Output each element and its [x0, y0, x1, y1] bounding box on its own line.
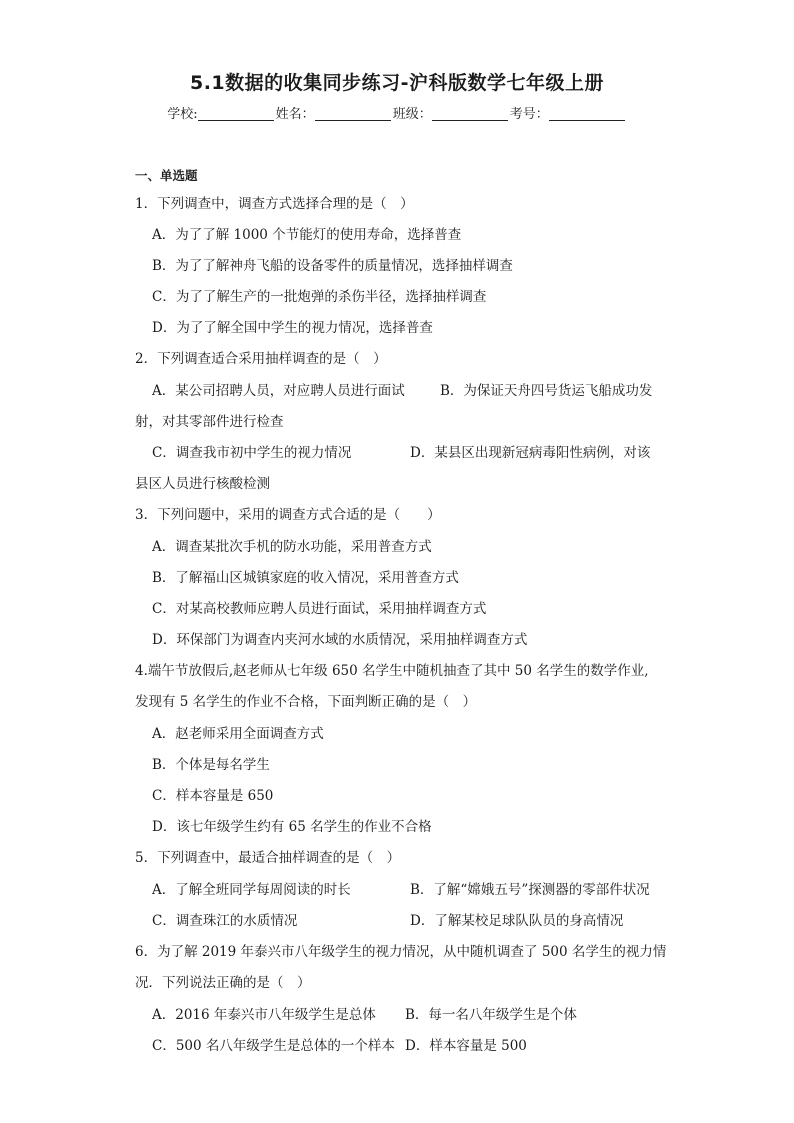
question-5-option-b: B．了解“嫦娥五号”探测器的零部件状况 [410, 882, 650, 898]
question-2-option-d-line1: D．某县区出现新冠病毒阳性病例，对该 [410, 445, 651, 461]
question-4-option-d: D．该七年级学生约有 65 名学生的作业不合格 [152, 819, 432, 835]
question-1-option-b: B．为了了解神舟飞船的设备零件的质量情况，选择抽样调查 [152, 258, 513, 274]
question-4-option-a: A．赵老师采用全面调查方式 [152, 726, 324, 742]
question-6-option-d: D．样本容量是 500 [405, 1038, 527, 1054]
question-1-stem: 1．下列调查中，调查方式选择合理的是（ ） [135, 196, 414, 212]
question-6-stem-line2: 况．下列说法正确的是（ ） [135, 975, 311, 991]
question-5-option-d: D．了解某校足球队队员的身高情况 [410, 913, 624, 929]
student-info-line [0, 103, 794, 122]
exam-no-blank[interactable] [549, 107, 625, 121]
question-3-option-b: B．了解福山区城镇家庭的收入情况，采用普查方式 [152, 570, 459, 586]
question-6-stem-line1: 6．为了解 2019 年泰兴市八年级学生的视力情况，从中随机调查了 500 名学生的视力情 [135, 944, 667, 960]
question-5-option-c: C．调查珠江的水质情况 [152, 913, 298, 929]
question-1-option-d: D．为了了解全国中学生的视力情况，选择普查 [152, 320, 433, 336]
page-title: 5.1数据的收集同步练习-沪科版数学七年级上册 [189, 72, 605, 94]
question-3-option-c: C．对某高校教师应聘人员进行面试，采用抽样调查方式 [152, 601, 487, 617]
question-4-stem-line1: 4.端午节放假后,赵老师从七年级 650 名学生中随机抽查了其中 50 名学生的数学作业, [135, 663, 649, 679]
question-2-option-b-line2: 射，对其零部件进行检查 [135, 414, 284, 430]
question-4-option-c: C．样本容量是 650 [152, 788, 274, 804]
question-2-stem: 2．下列调查适合采用抽样调查的是（ ） [135, 351, 387, 367]
question-2-option-c: C．调查我市初中学生的视力情况 [152, 445, 352, 461]
question-4-stem-line2: 发现有 5 名学生的作业不合格，下面判断正确的是（ ） [135, 694, 477, 710]
question-5-option-a: A．了解全班同学每周阅读的时长 [152, 882, 351, 898]
question-1-option-a: A．为了了解 1000 个节能灯的使用寿命，选择普查 [152, 227, 462, 243]
question-3-option-a: A．调查某批次手机的防水功能，采用普查方式 [152, 539, 432, 555]
question-6-option-c: C．500 名八年级学生是总体的一个样本 [152, 1038, 395, 1054]
school-blank[interactable] [198, 107, 274, 121]
exam-no-label: 考号： [509, 107, 549, 122]
question-6-option-a: A．2016 年泰兴市八年级学生是总体 [152, 1007, 376, 1023]
question-2-option-b-line1: B．为保证天舟四号货运飞船成功发 [440, 383, 653, 399]
name-label: 姓名： [275, 107, 315, 122]
name-blank[interactable] [315, 107, 391, 121]
section-heading: 一、单选题 [135, 168, 198, 183]
class-blank[interactable] [432, 107, 508, 121]
question-3-option-d: D．环保部门为调查内夹河水域的水质情况，采用抽样调查方式 [152, 632, 528, 648]
question-5-stem: 5．下列调查中，最适合抽样调查的是（ ） [135, 850, 401, 866]
question-2-option-a: A．某公司招聘人员，对应聘人员进行面试 [152, 383, 405, 399]
class-label: 班级： [392, 107, 432, 122]
question-1-option-c: C．为了了解生产的一批炮弹的杀伤半径，选择抽样调查 [152, 289, 487, 305]
question-2-option-d-line2: 县区人员进行核酸检测 [135, 476, 270, 492]
question-6-option-b: B．每一名八年级学生是个体 [405, 1007, 577, 1023]
school-label: 学校: [167, 107, 198, 122]
question-4-option-b: B．个体是每名学生 [152, 757, 270, 773]
question-3-stem: 3．下列问题中，采用的调查方式合适的是（ ） [135, 507, 441, 523]
